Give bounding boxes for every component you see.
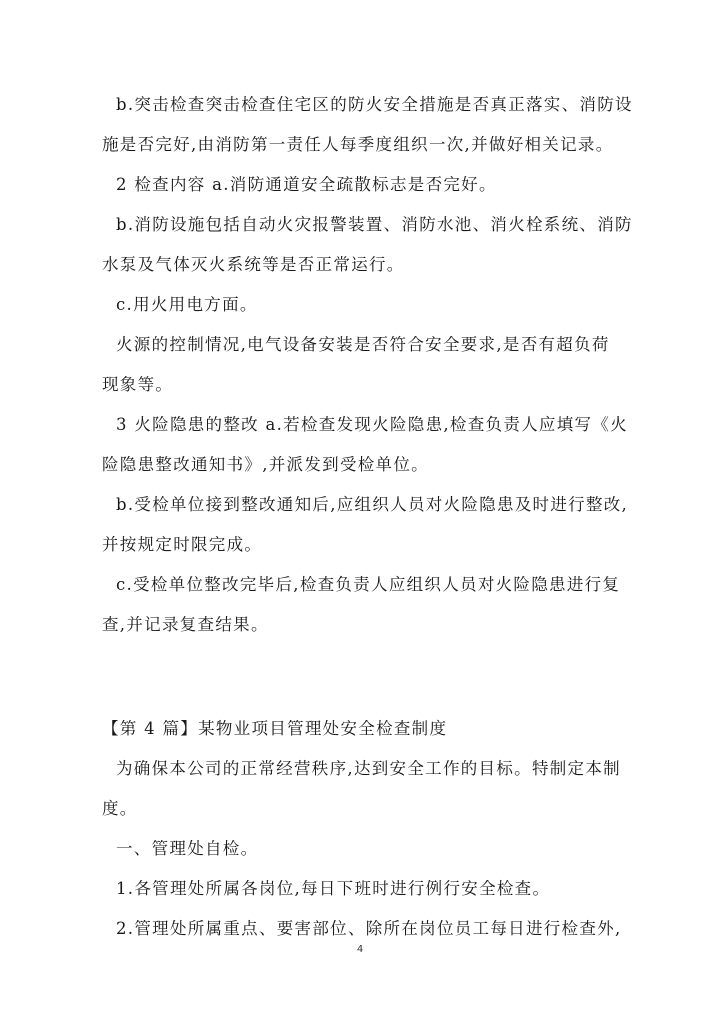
- paragraph-line: 险隐患整改通知书》,并派发到受检单位。: [102, 455, 429, 474]
- page-number: 4: [356, 944, 364, 955]
- paragraph-line: b.消防设施包括自动火灾报警装置、消防水池、消火栓系统、消防: [116, 215, 633, 234]
- paragraph-line: 1.各管理处所属各岗位,每日下班时进行例行安全检查。: [116, 879, 551, 898]
- paragraph-line: c.受检单位整改完毕后,检查负责人应组织人员对火险隐患进行复: [116, 575, 621, 594]
- paragraph-line: 施是否完好,由消防第一责任人每季度组织一次,并做好相关记录。: [102, 135, 614, 154]
- paragraph-line: 查,并记录复查结果。: [102, 615, 269, 634]
- paragraph-line: c.用火用电方面。: [116, 295, 258, 314]
- paragraph-line: 2 检查内容 a.消防通道安全疏散标志是否完好。: [116, 175, 497, 194]
- paragraph-line: 度。: [102, 799, 138, 818]
- paragraph-line: 3 火险隐患的整改 a.若检查发现火险隐患,检查负责人应填写《火: [116, 415, 628, 434]
- section-title: 【第 4 篇】某物业项目管理处安全检查制度: [102, 719, 448, 738]
- paragraph-line: 一、管理处自检。: [116, 839, 259, 858]
- paragraph-line: 并按规定时限完成。: [102, 535, 263, 554]
- paragraph-line: 火源的控制情况,电气设备安装是否符合安全要求,是否有超负荷: [116, 335, 610, 354]
- paragraph-line: 2.管理处所属重点、要害部位、除所在岗位员工每日进行检查外,: [116, 919, 622, 938]
- paragraph-line: b.突击检查突击检查住宅区的防火安全措施是否真正落实、消防设: [116, 95, 633, 114]
- paragraph-line: b.受检单位接到整改通知后,应组织人员对火险隐患及时进行整改,: [116, 495, 629, 514]
- paragraph-line: 为确保本公司的正常经营秩序,达到安全工作的目标。特制定本制: [116, 759, 621, 778]
- paragraph-line: 现象等。: [102, 375, 174, 394]
- paragraph-line: 水泵及气体灭火系统等是否正常运行。: [102, 255, 405, 274]
